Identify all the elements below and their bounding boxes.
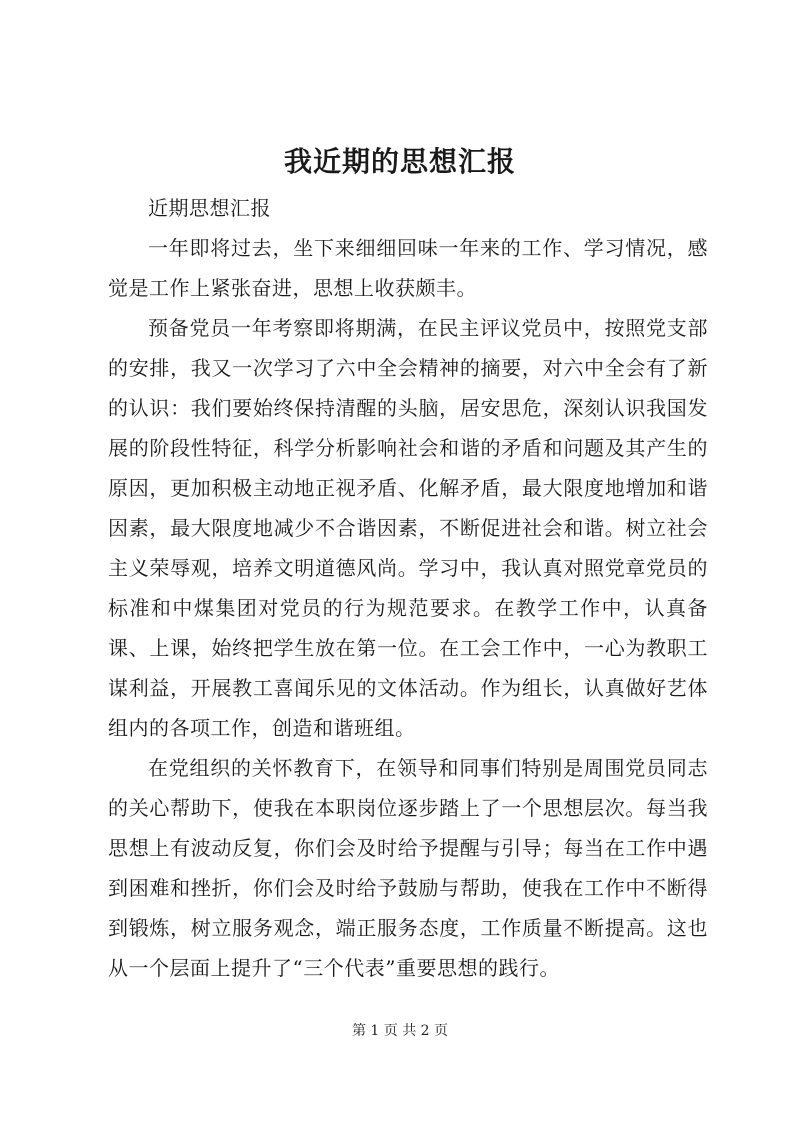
document-title: 我近期的思想汇报	[283, 145, 516, 178]
paragraph-gratitude: 在党组织的关怀教育下，在领导和同事们特别是周围党员同志的关心帮助下，使我在本职岗位逐步踏上了一个思想层次。每当我思想上有波动反复，你们会及时给予提醒与引导；每当在工作中遇到困难和挫折，你们会及时给予鼓励与帮助，使我在工作中不断得到锻炼，树立服务观念，端正服务态度，工作质量不断提高。这也从一个层面上提升了“三个代表”重要思想的践行。	[108, 756, 708, 980]
document-body	[108, 188, 708, 988]
paragraph-study: 预备党员一年考察即将期满，在民主评议党员中，按照党支部的安排，我又一次学习了六中全会精神的摘要，对六中全会有了新的认识：我们要始终保持清醒的头脑，居安思危，深刻认识我国发展的阶段性特征，科学分析影响社会和谐的矛盾和问题及其产生的原因，更加积极主动地正视矛盾、化解矛盾，最大限度地增加和谐因素，最大限度地减少不合谐因素，不断促进社会和谐。树立社会主义荣辱观，培养文明道德风尚。学习中，我认真对照党章党员的标准和中煤集团对党员的行为规范要求。在教学工作中，认真备课、上课，始终把学生放在第一位。在工会工作中，一心为教职工谋利益，开展教工喜闻乐见的文体活动。作为组长，认真做好艺体组内的各项工作，创造和谐班组。	[108, 316, 708, 740]
paragraph-intro: 一年即将过去，坐下来细细回味一年来的工作、学习情况，感觉是工作上紧张奋进，思想上收获颇丰。	[108, 236, 708, 300]
page-footer: 第 1 页 共 2 页	[351, 1023, 449, 1039]
paragraph-heading: 近期思想汇报	[148, 196, 271, 220]
